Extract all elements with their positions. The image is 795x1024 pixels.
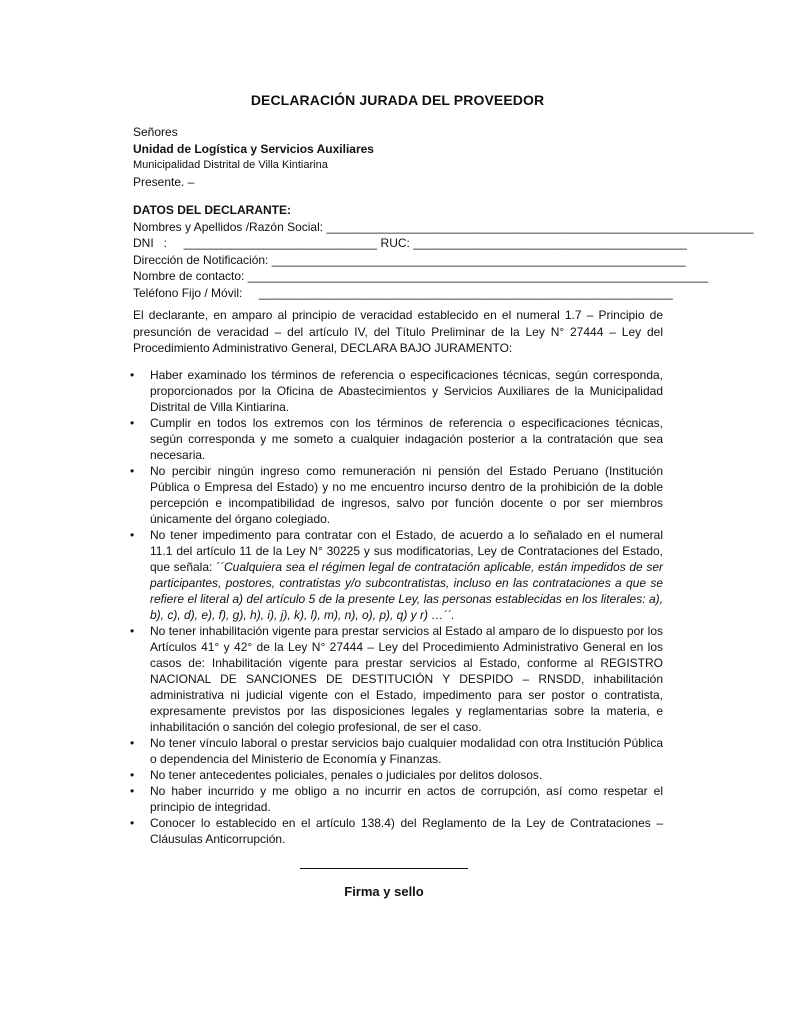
names-field-row <box>133 219 754 236</box>
phone-field-row <box>133 285 673 302</box>
declarant-heading: DATOS DEL DECLARANTE: <box>133 203 292 217</box>
dni-ruc-field-row <box>133 235 687 252</box>
document-title: DECLARACIÓN JURADA DEL PROVEEDOR <box>250 92 545 108</box>
phone-label: Teléfono Fijo / Móvil: <box>133 285 260 300</box>
list-item: • Cumplir en todos los extremos con los términos de referencia o especificaciones técnicas, según corresponda y me someto a cualquier indagación posterior a la contratación que sea necesaria. <box>128 415 663 463</box>
recipient-municipality: Municipalidad Distrital de Villa Kintiarina <box>133 159 328 171</box>
list-item: • No tener vínculo laboral o prestar servicios bajo cualquier modalidad con otra Institución Pública o dependencia del Ministerio de Economía y Finanzas. <box>128 735 663 767</box>
list-item <box>128 527 663 623</box>
names-label: Nombres y Apellidos /Razón Social: <box>133 219 327 234</box>
legal-quote: ´´Cualquiera sea el régimen legal de contratación aplicable, están impedidos de ser participantes, postores, contratistas y/o subcontratistas, incluso en las contrataciones a que se refiere el literal a) del artículo 5 de la presente Ley, las personas establecidas en los literales: a), b), c), d), e), f), g), h), i), j), k), l), m), n), o), p), q) y r) …´´. <box>150 560 664 622</box>
address-label: Dirección de Notificación: <box>133 252 272 267</box>
recipient-unit: Unidad de Logística y Servicios Auxiliares <box>133 141 374 156</box>
phone-blank: ______________________________________________________________ <box>259 285 673 300</box>
contact-blank: _____________________________________________________________________ <box>247 269 709 283</box>
dni-blank: _____________________________ <box>183 236 378 250</box>
names-blank: ________________________________________________________________ <box>326 219 754 234</box>
list-item: • Conocer lo establecido en el artículo 138.4) del Reglamento de la Ley de Contrataciones – Cláusulas Anticorrupción. <box>128 815 663 847</box>
list-item: • No tener antecedentes policiales, penales o judiciales por delitos dolosos. <box>128 767 663 783</box>
ruc-label: RUC: <box>377 236 414 250</box>
list-item: • Haber examinado los términos de referencia o especificaciones técnicas, según corresponda, proporcionados por la Oficina de Abastecimientos y Servicios Auxiliares de la Municipalidad Distrital de Villa Kintiarina. <box>128 367 663 415</box>
dni-label: DNI : <box>133 236 184 250</box>
declarant-data-section <box>133 202 754 301</box>
list-item: • No tener inhabilitación vigente para prestar servicios al Estado al amparo de lo dispuesto por los Artículos 41° y 42° de la Ley N° 27444 – Ley del Procedimiento Administrativo General en los casos de: Inhabilitación vigente para prestar servicios al Estado, conforme al REGISTRO NACIONAL DE SANCIONES DE DESTITUCIÓN Y DESPIDO – RNSDD, inhabilitación administrativa ni judicial vigente con el Estado, impedimento para ser postor o contratista, expresamente previstos por las disposiciones legales y reglamentarias sobre la materia, e inhabilitación o sanción del colegio profesional, de ser el caso. <box>128 623 663 735</box>
list-item: • No haber incurrido y me obligo a no incurrir en actos de corrupción, así como respetar el principio de integridad. <box>128 783 663 815</box>
list-item: • No percibir ningún ingreso como remuneración ni pensión del Estado Peruano (Institución Pública o Empresa del Estado) y no me encuentro incurso dentro de la prohibición de la doble percepción e incompatibilidad de ingresos, salvo por función docente o por ser miembros únicamente del órgano colegiado. <box>128 463 663 527</box>
declaration-intro: El declarante, en amparo al principio de veracidad establecido en el numeral 1.7 – Principio de presunción de veracidad – del artículo IV, del Título Preliminar de la Ley N° 27444 – Ley del Procedimiento Administrativo General, DECLARA BAJO JURAMENTO: <box>133 308 663 355</box>
signature-label: Firma y sello <box>344 884 424 899</box>
presente-line: Presente. – <box>133 174 195 189</box>
address-field-row <box>133 252 686 269</box>
item-text: No tener impedimento para contratar con el Estado, de acuerdo a lo señalado en el numeral 11.1 del artículo 11 de la Ley N° 30225 y sus modificatorias, Ley de Contrataciones del Estado, que señala: <box>150 528 663 574</box>
declaration-list <box>128 367 663 847</box>
salutation: Señores <box>133 125 178 139</box>
ruc-blank: _________________________________________ <box>413 236 687 250</box>
contact-field-row <box>133 268 709 285</box>
address-blank: ______________________________________________________________ <box>271 252 686 267</box>
contact-label: Nombre de contacto: <box>133 269 248 283</box>
signature-line <box>300 868 468 869</box>
recipient-address <box>133 124 663 190</box>
